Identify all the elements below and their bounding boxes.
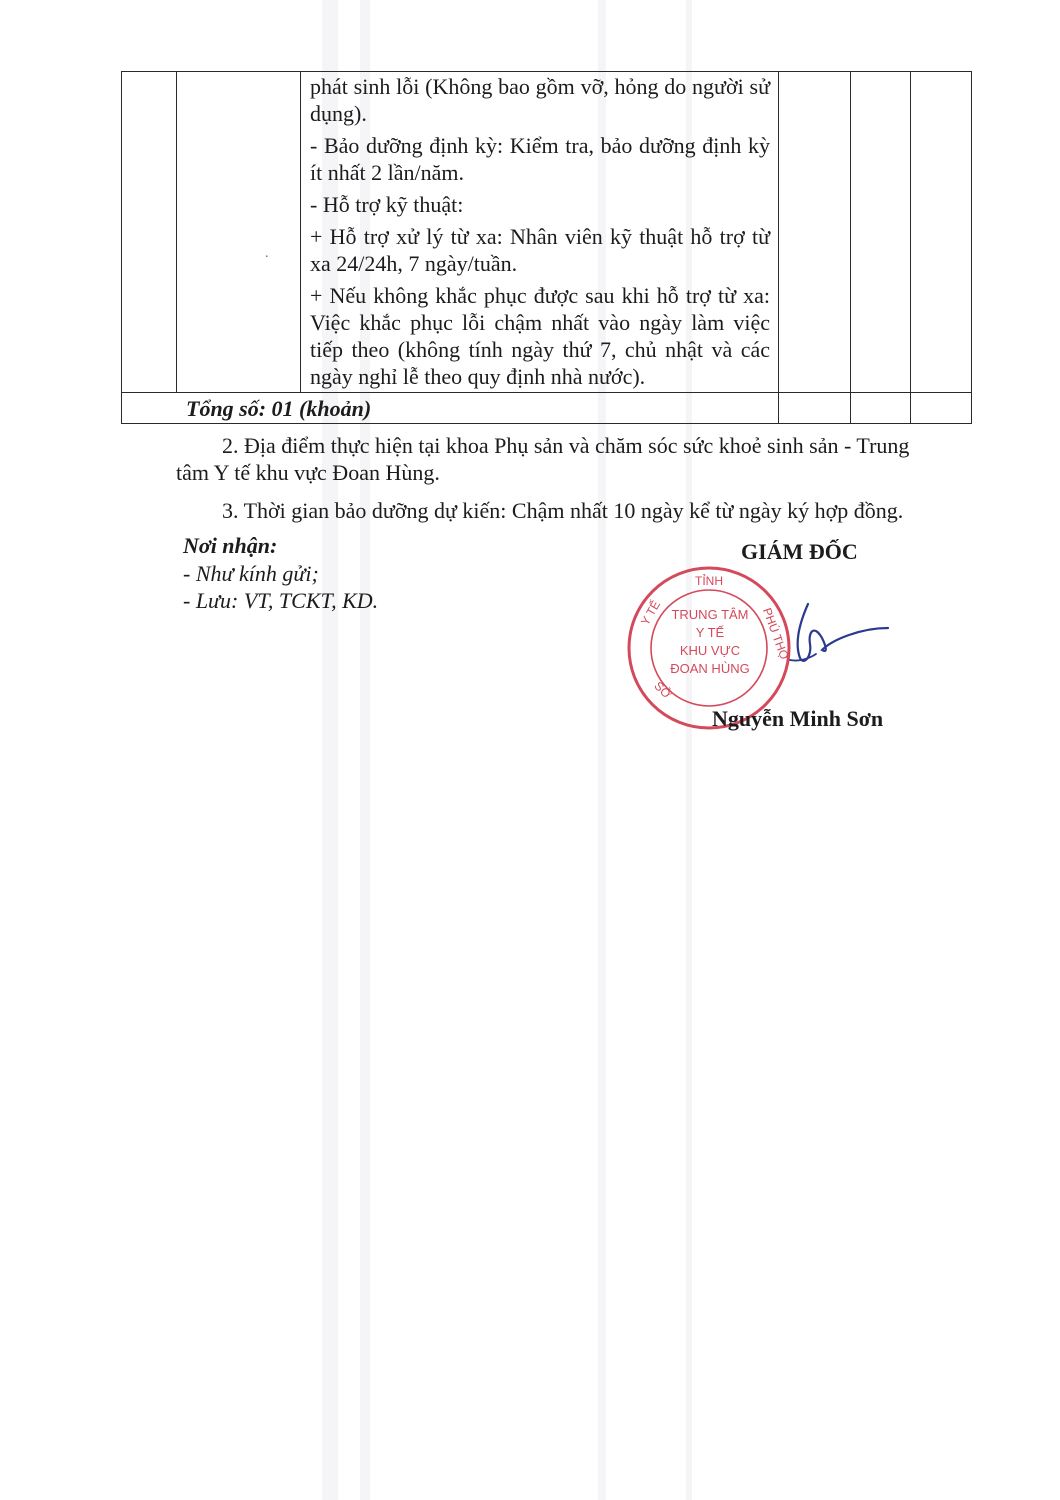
location-paragraph: 2. Địa điểm thực hiện tại khoa Phụ sản và chăm sóc sức khoẻ sinh sản - Trung tâm Y tế khu vực Đoan Hùng. xyxy=(176,433,910,485)
signer-name: Nguyễn Minh Sơn xyxy=(712,706,884,731)
table-cell-empty xyxy=(779,393,851,424)
table-cell-requirements xyxy=(301,72,779,393)
stamp-ring-right: PHÚ THỌ xyxy=(759,605,792,662)
signer-position: GIÁM ĐỐC xyxy=(741,539,858,564)
stamp-center-line: KHU VỰC xyxy=(679,643,741,658)
table-cell-empty xyxy=(911,393,972,424)
table-row xyxy=(122,72,972,393)
time-paragraph: 3. Thời gian bảo dưỡng dự kiến: Chậm nhất 10 ngày kể từ ngày ký hợp đồng. xyxy=(222,498,904,523)
stamp-center-line: Y TẾ xyxy=(695,625,725,640)
table-cell-note xyxy=(911,72,972,393)
recipient-item: - Như kính gửi; xyxy=(183,561,319,586)
requirement-line: + Nếu không khắc phục được sau khi hỗ trợ từ xa: Việc khắc phục lỗi chậm nhất vào ngày làm việc tiếp theo (không tính ngày thứ 7, chủ nhật và các ngày nghỉ lễ theo quy định nhà nước). xyxy=(310,283,770,389)
table-cell-stt xyxy=(122,72,177,393)
stamp-ring-bottom: SỞ xyxy=(651,678,675,702)
maintenance-table xyxy=(121,71,972,424)
stamp-center-line: TRUNG TÂM xyxy=(671,607,749,622)
table-cell-name xyxy=(177,72,301,393)
stamp-center-line: ĐOAN HÙNG xyxy=(670,661,750,676)
stray-dot: . xyxy=(265,246,269,261)
requirement-line: - Bảo dưỡng định kỳ: Kiểm tra, bảo dưỡng định kỳ ít nhất 2 lần/năm. xyxy=(310,133,770,185)
requirement-line: phát sinh lỗi (Không bao gồm vỡ, hỏng do người sử dụng). xyxy=(310,74,770,126)
stamp-ring-top: TỈNH xyxy=(695,574,723,588)
table-cell-unit xyxy=(779,72,851,393)
total-label: Tổng số: 01 (khoản) xyxy=(122,393,779,424)
requirement-line: + Hỗ trợ xử lý từ xa: Nhân viên kỹ thuật hỗ trợ từ xa 24/24h, 7 ngày/tuần. xyxy=(310,224,770,276)
table-cell-quantity xyxy=(851,72,911,393)
stamp-ring-left: Y TẾ xyxy=(637,598,664,628)
table-cell-empty xyxy=(851,393,911,424)
table-total-row xyxy=(122,393,972,424)
recipient-item: - Lưu: VT, TCKT, KD. xyxy=(183,588,379,613)
recipients-title: Nơi nhận: xyxy=(183,533,278,558)
handwritten-signature xyxy=(770,598,890,668)
requirement-line: - Hỗ trợ kỹ thuật: xyxy=(310,192,464,217)
